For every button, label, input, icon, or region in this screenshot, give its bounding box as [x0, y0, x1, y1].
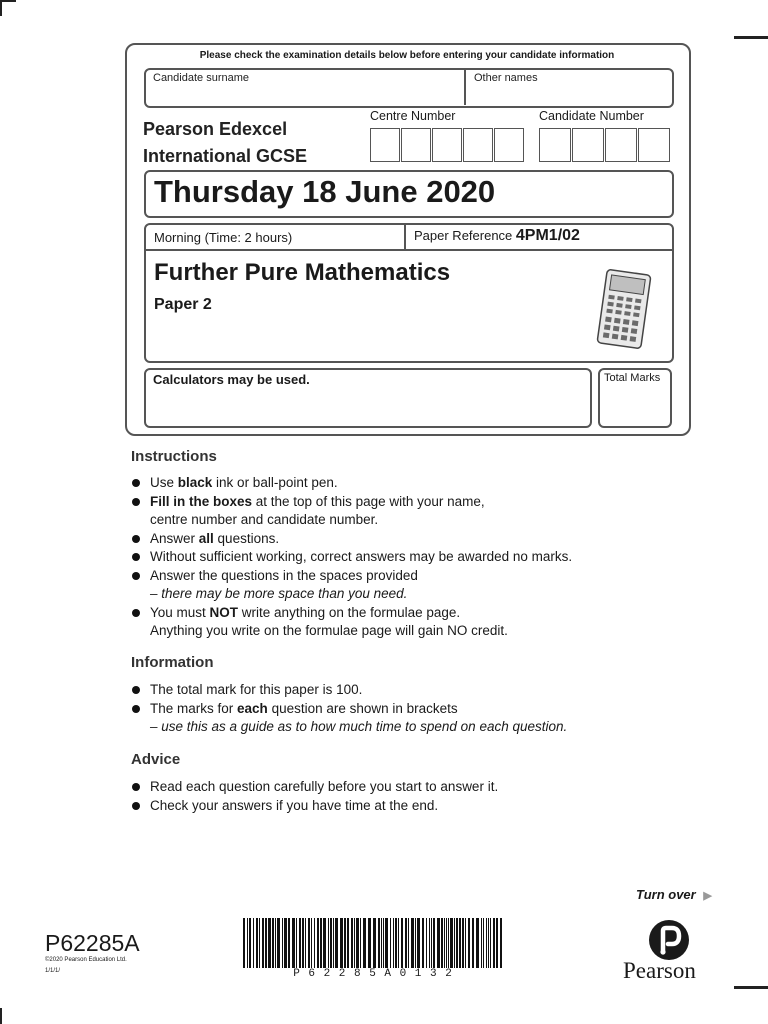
triangle-right-icon: ▶: [703, 890, 712, 902]
barcode-bar: [262, 918, 264, 968]
name-divider: [464, 69, 466, 105]
turn-over-label: Turn over: [636, 887, 696, 902]
list-item: Read each question carefully before you start to answer it.: [131, 778, 691, 797]
barcode-bar: [385, 918, 388, 968]
list-item-continuation: – there may be more space than you need.: [150, 586, 408, 601]
information-heading: Information: [131, 654, 214, 671]
barcode-bar: [437, 918, 440, 968]
barcode-text: P 6 2 2 8 5 A 0 1 3 2: [293, 968, 453, 980]
list-item: Answer all questions.: [131, 530, 691, 549]
crop-mark: [0, 1008, 2, 1024]
list-item-continuation: Anything you write on the formulae page will gain NO credit.: [150, 623, 508, 638]
barcode-bar: [441, 918, 443, 968]
barcode-bar: [429, 918, 430, 968]
board-name: Pearson Edexcel: [143, 119, 288, 139]
instructions-heading: Instructions: [131, 448, 217, 465]
print-code: 1/1/1/: [45, 968, 61, 974]
barcode-bar: [292, 918, 295, 968]
advice-list: [131, 778, 691, 815]
pearson-logo: [648, 919, 690, 961]
list-item: Answer the questions in the spaces provided: [131, 567, 691, 586]
crop-mark: [0, 0, 16, 2]
barcode-bar: [302, 918, 304, 968]
barcode-bar: [490, 918, 491, 968]
session-time: Morning (Time: 2 hours): [154, 230, 293, 245]
instructions-list: [131, 474, 691, 641]
barcode-bar: [256, 918, 258, 968]
list-item: Use black ink or ball-point pen.: [131, 474, 691, 493]
barcode-bar: [444, 918, 445, 968]
barcode-bar: [408, 918, 409, 968]
barcode-bar: [333, 918, 334, 968]
paper-number: Paper 2: [154, 296, 212, 313]
barcode-bar: [383, 918, 384, 968]
barcode-bar: [417, 918, 420, 968]
other-names-field[interactable]: Other names: [474, 72, 538, 84]
centre-number-digit[interactable]: [370, 128, 400, 162]
list-item: Check your answers if you have time at the end.: [131, 797, 691, 816]
candidate-surname-field[interactable]: Candidate surname: [153, 72, 250, 84]
barcode-bar: [368, 918, 371, 968]
check-notice: Please check the examination details below before entering your candidate information: [199, 50, 615, 61]
calculators-note: Calculators may be used.: [153, 372, 310, 387]
barcode-bar: [360, 918, 361, 968]
list-item: The total mark for this paper is 100.: [131, 681, 691, 700]
barcode-bar: [378, 918, 380, 968]
barcode-bar: [347, 918, 349, 968]
barcode-bar: [483, 918, 484, 968]
barcode-bar: [351, 918, 353, 968]
total-marks-label: Total Marks: [604, 372, 661, 384]
candidate-number-digit[interactable]: [539, 128, 571, 162]
candidate-number-boxes[interactable]: [539, 128, 671, 162]
barcode-bar: [395, 918, 397, 968]
barcode-bar: [390, 918, 391, 968]
barcode-bar: [305, 918, 306, 968]
crop-mark: [0, 0, 2, 16]
barcode-bar: [398, 918, 399, 968]
barcode-bar: [317, 918, 319, 968]
barcode-bar: [314, 918, 315, 968]
barcode-bar: [356, 918, 359, 968]
list-item: Without sufficient working, correct answers may be awarded no marks.: [131, 548, 691, 567]
candidate-number-digit[interactable]: [572, 128, 604, 162]
centre-number-label: Centre Number: [370, 109, 456, 123]
barcode-bar: [335, 918, 338, 968]
barcode-bar: [354, 918, 355, 968]
barcode-bar: [493, 918, 495, 968]
centre-number-digit[interactable]: [401, 128, 431, 162]
barcode-bar: [247, 918, 248, 968]
barcode-bar: [340, 918, 343, 968]
candidate-number-digit[interactable]: [638, 128, 670, 162]
list-item-continuation: centre number and candidate number.: [150, 512, 379, 527]
barcode-bar: [320, 918, 322, 968]
session-divider: [146, 249, 672, 251]
barcode-bar: [486, 918, 487, 968]
barcode-bar: [448, 918, 449, 968]
candidate-number-label: Candidate Number: [539, 109, 644, 123]
barcode-bar: [249, 918, 251, 968]
barcode-bar: [272, 918, 274, 968]
barcode-bar: [476, 918, 479, 968]
barcode-bar: [496, 918, 498, 968]
information-list: [131, 681, 691, 737]
exam-board: [143, 116, 307, 170]
barcode-bar: [277, 918, 280, 968]
barcode-bar: [381, 918, 382, 968]
qualification-name: International GCSE: [143, 146, 308, 166]
copyright: ©2020 Pearson Education Ltd.: [45, 957, 127, 963]
list-item: Fill in the boxes at the top of this page with your name,: [131, 493, 691, 512]
barcode-bar: [462, 918, 464, 968]
exam-date: Thursday 18 June 2020: [154, 174, 496, 209]
barcode-bar: [393, 918, 394, 968]
barcode-bar: [481, 918, 482, 968]
centre-number-boxes[interactable]: [370, 128, 526, 162]
paper-reference-label: Paper Reference: [414, 228, 513, 243]
barcode-bar: [373, 918, 376, 968]
barcode-bar: [454, 918, 455, 968]
paper-reference-code: 4PM1/02: [515, 227, 580, 244]
barcode-bar: [433, 918, 435, 968]
barcode-bar: [446, 918, 447, 968]
barcode-bar: [450, 918, 453, 968]
barcode-bar: [431, 918, 432, 968]
barcode-bar: [405, 918, 407, 968]
barcode-bar: [268, 918, 271, 968]
barcode-bar: [456, 918, 458, 968]
ref-divider: [404, 225, 406, 250]
barcode-bar: [401, 918, 403, 968]
barcode-bar: [459, 918, 461, 968]
centre-number-digit[interactable]: [432, 128, 462, 162]
barcode-bar: [243, 918, 245, 968]
barcode-bar: [426, 918, 427, 968]
subject-title: Further Pure Mathematics: [154, 259, 451, 286]
barcode-bar: [415, 918, 416, 968]
calculator-icon: [588, 268, 660, 350]
barcode-bar: [284, 918, 287, 968]
barcode-bar: [500, 918, 502, 968]
barcode-bar: [259, 918, 260, 968]
barcode-bar: [288, 918, 290, 968]
pearson-wordmark: Pearson: [623, 958, 696, 983]
barcode-bar: [488, 918, 489, 968]
list-item-continuation: – use this as a guide as to how much time to spend on each question.: [150, 719, 568, 734]
barcode-bar: [275, 918, 276, 968]
list-item: The marks for each question are shown in brackets: [131, 700, 691, 719]
barcode-bar: [422, 918, 424, 968]
barcode-bar: [472, 918, 474, 968]
crop-mark: [734, 986, 768, 989]
barcode-bar: [253, 918, 254, 968]
list-item: You must NOT write anything on the formulae page.: [131, 604, 691, 623]
centre-number-digit[interactable]: [494, 128, 524, 162]
crop-mark: [734, 36, 768, 39]
barcode-bar: [311, 918, 312, 968]
turn-over: [636, 887, 712, 902]
barcode-bar: [282, 918, 283, 968]
barcode-bar: [363, 918, 366, 968]
advice-heading: Advice: [131, 751, 181, 768]
barcode-bar: [299, 918, 301, 968]
barcode-bar: [328, 918, 329, 968]
candidate-number-digit[interactable]: [605, 128, 637, 162]
barcode-bar: [344, 918, 346, 968]
barcode-bar: [265, 918, 267, 968]
barcode-bar: [465, 918, 466, 968]
barcode-bar: [330, 918, 332, 968]
paper-code: P62285A: [45, 930, 140, 956]
barcode-bar: [468, 918, 470, 968]
paper-reference: [414, 227, 580, 245]
barcode-bar: [308, 918, 310, 968]
barcode-bar: [323, 918, 326, 968]
centre-number-digit[interactable]: [463, 128, 493, 162]
barcode-bar: [411, 918, 414, 968]
barcode-bar: [296, 918, 297, 968]
barcode: [243, 918, 503, 970]
